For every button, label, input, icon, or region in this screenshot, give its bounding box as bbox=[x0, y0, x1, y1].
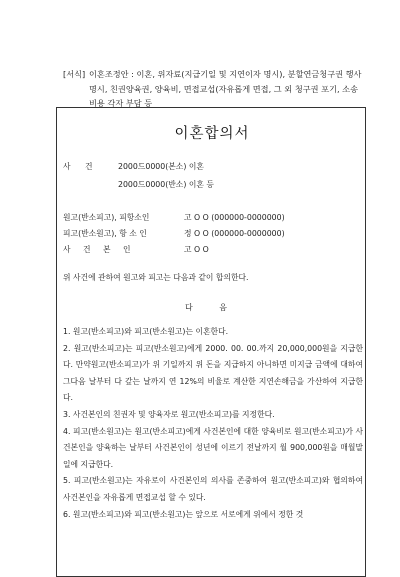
party-role: 피고(반소원고), 항 소 인 bbox=[63, 229, 147, 238]
section-heading: 다 음 bbox=[185, 303, 239, 312]
case-number-main: 2000드0000(본소) 이혼 bbox=[118, 162, 204, 171]
intro-sentence: 위 사건에 관하여 원고와 피고는 다음과 같이 합의한다. bbox=[63, 273, 249, 282]
article-6: 6. 원고(반소피고)와 피고(반소원고)는 앞으로 서로에게 위에서 정한 것 bbox=[63, 509, 304, 519]
party-name: 정 O O (000000-0000000) bbox=[184, 229, 285, 238]
article-4: 4. 피고(반소원고)는 원고(반소피고)에게 사건본인에 대한 양육비로 원고(반소피고)가 사건본인을 양육하는 날부터 사건본인이 성년에 이르기 전날까지 월 900,000원을 매월말일에 지급한다. bbox=[63, 426, 363, 469]
article-list bbox=[63, 324, 363, 523]
format-tag: [서식] bbox=[63, 69, 86, 79]
party-role: 원고(반소피고), 피항소인 bbox=[63, 213, 150, 222]
agreement-document bbox=[56, 107, 366, 577]
party-role: 사 건 본 인 bbox=[63, 245, 136, 254]
party-defendant bbox=[63, 228, 285, 239]
party-subject bbox=[63, 244, 209, 255]
format-note-text: 이혼조정안 : 이혼, 위자료(지급기일 및 지연이자 명시), 분할연금청구권 행사 명시, 친권양육권, 양육비, 면접교섭(자유롭게 면접, 그 외 청구권 포기, 소송비용 각자 부담 등 bbox=[89, 69, 362, 108]
case-number-counter: 2000드0000(반소) 이혼 등 bbox=[118, 180, 214, 189]
article-1: 1. 원고(반소피고)와 피고(반소원고)는 이혼한다. bbox=[63, 327, 229, 336]
document-title: 이혼합의서 bbox=[174, 126, 250, 142]
party-plaintiff bbox=[63, 212, 285, 223]
article-2: 2. 원고(반소피고)는 피고(반소원고)에게 2000. 00. 00.까지 20,000,000원을 지급한다. 만약원고(반소피고)가 위 기일까지 위 돈을 지급하지 아니하면 미지급 금액에 대하여 그다음 날부터 다 갚는 날까지 연 12%의 비율로 계산한 지연손해금을 가산하여 지급한다. bbox=[63, 343, 363, 403]
article-5: 5. 피고(반소원고)는 자유로이 사건본인의 의사를 존중하여 원고(반소피고)와 협의하여 사건본인을 자유롭게 면접교섭 할 수 있다. bbox=[63, 476, 363, 502]
format-note bbox=[63, 67, 363, 111]
case-label: 사 건 bbox=[63, 162, 99, 171]
party-name: 고 O O bbox=[184, 245, 209, 254]
article-3: 3. 사건본인의 친권자 및 양육자로 원고(반소피고)를 지정한다. bbox=[63, 409, 275, 419]
party-name: 고 O O (000000-0000000) bbox=[184, 213, 285, 222]
